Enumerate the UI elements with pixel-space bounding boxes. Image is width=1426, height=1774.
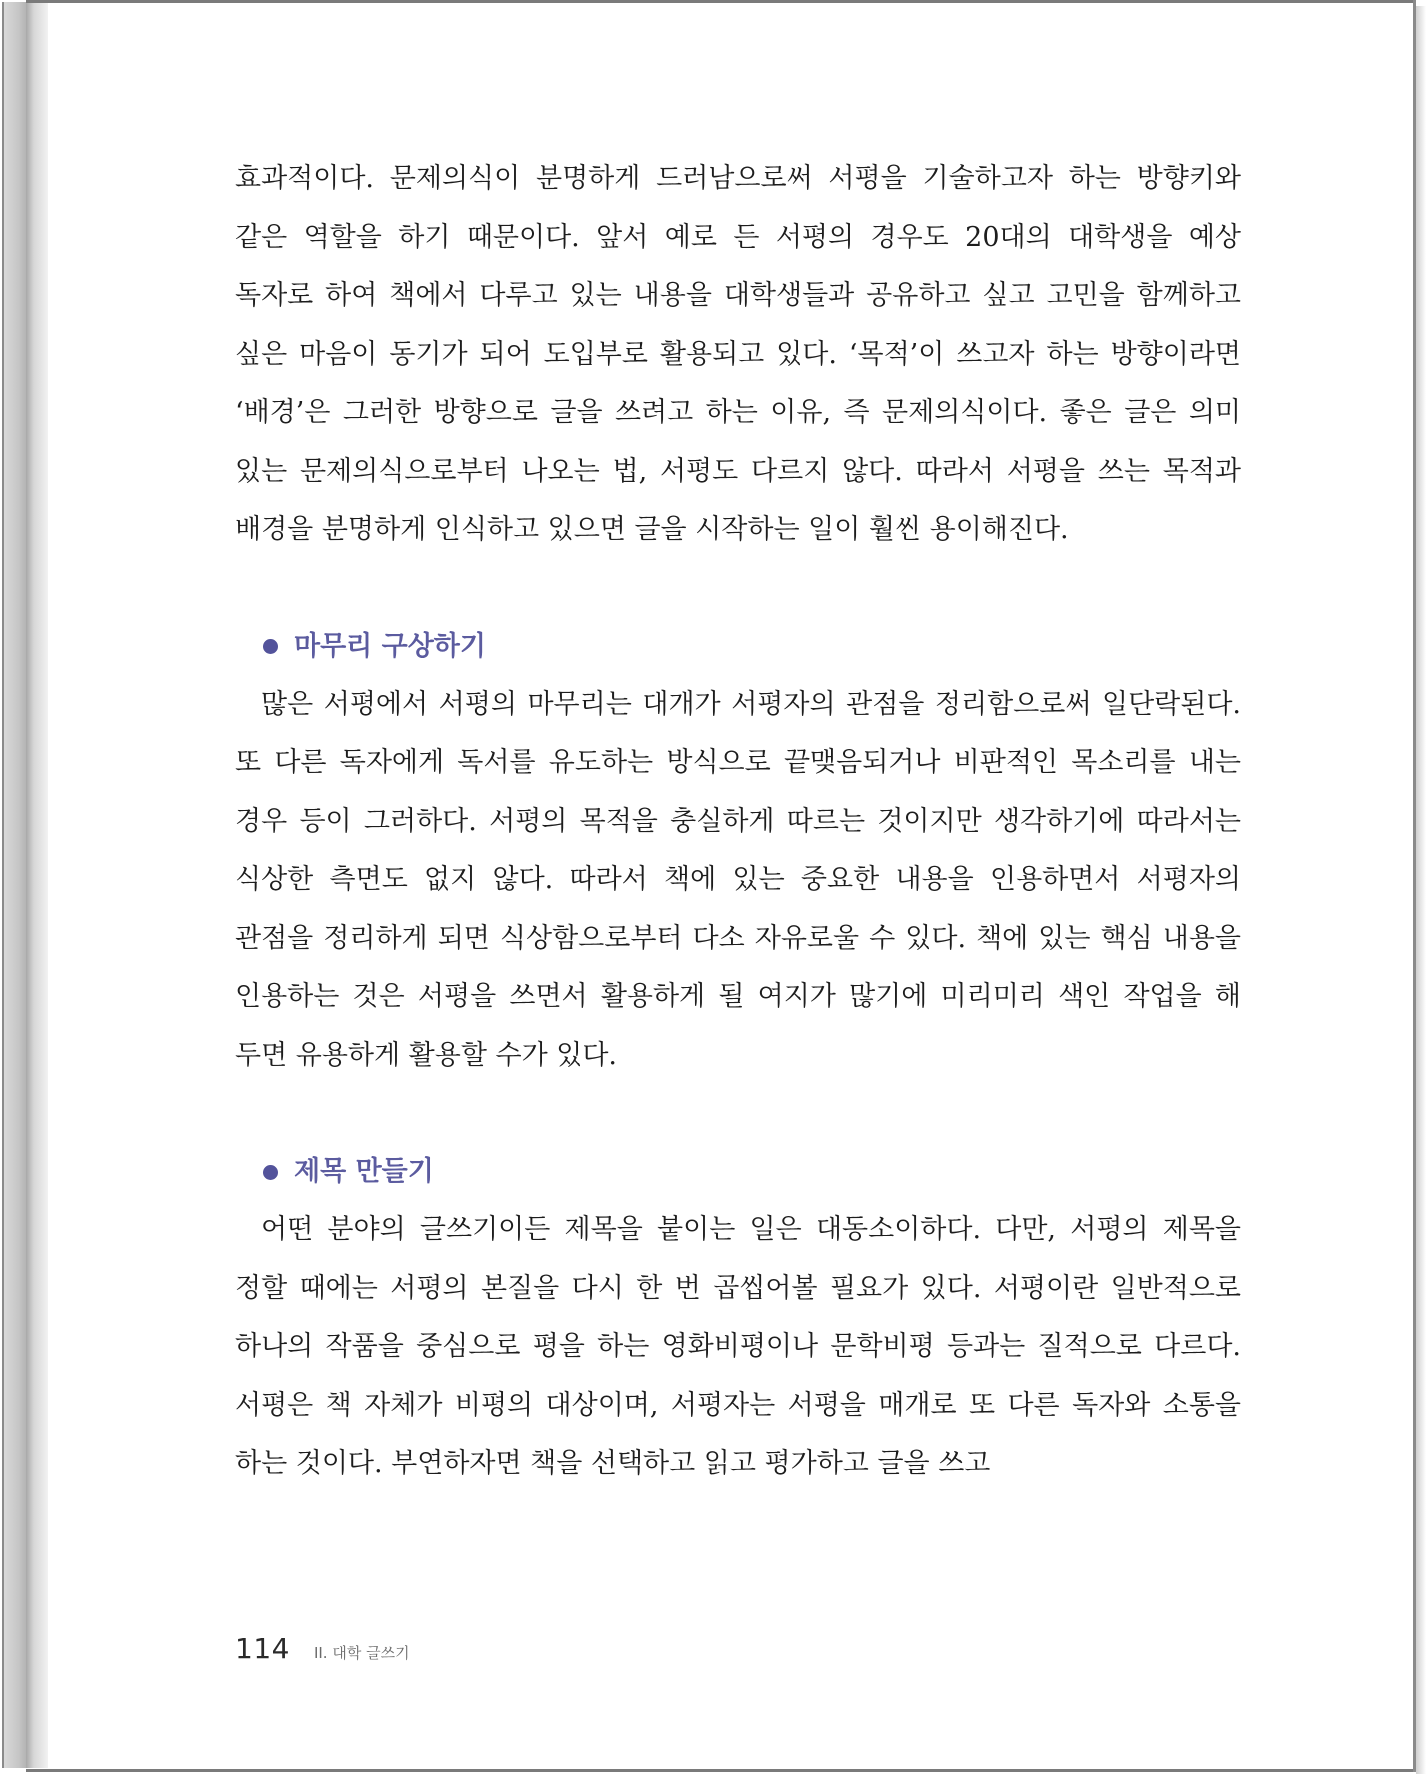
page-body — [235, 150, 1241, 1494]
section-spacer — [235, 560, 1241, 618]
page-number: 114 — [235, 1632, 290, 1665]
section-paragraph-title: 어떤 분야의 글쓰기이든 제목을 붙이는 일은 대동소이하다. 다만, 서평의 제목을 정할 때에는 서평의 본질을 다시 한 번 곱씹어볼 필요가 있다. 서평이란 일반적으로 하나의 작품을 중심으로 평을 하는 영화비평이나 문학비평 등과는 질적으로 다르다. 서평은 책 자체가 비평의 대상이며, 서평자는 서평을 매개로 또 다른 독자와 소통을 하는 것이다. 부연하자면 책을 선택하고 읽고 평가하고 글을 쓰고 — [235, 1214, 1241, 1479]
bullet-icon — [263, 1165, 278, 1180]
page-shadow — [1416, 6, 1426, 1774]
running-head: II. 대학 글쓰기 — [313, 1644, 410, 1662]
spine-shading — [26, 2, 48, 1768]
page-edge-shading — [2, 2, 28, 1768]
section-heading-title — [235, 1143, 1241, 1201]
page-border-top — [26, 0, 1414, 3]
section-heading-label: 제목 만들기 — [294, 1156, 434, 1187]
section-heading-conclusion — [235, 618, 1241, 676]
section-paragraph-conclusion: 많은 서평에서 서평의 마무리는 대개가 서평자의 관점을 정리함으로써 일단락된다. 또 다른 독자에게 독서를 유도하는 방식으로 끝맺음되거나 비판적인 목소리를 내는 경우 등이 그러하다. 서평의 목적을 충실하게 따르는 것이지만 생각하기에 따라서는 식상한 측면도 없지 않다. 따라서 책에 있는 중요한 내용을 인용하면서 서평자의 관점을 정리하게 되면 식상함으로부터 다소 자유로울 수 있다. 책에 있는 핵심 내용을 인용하는 것은 서평을 쓰면서 활용하게 될 여지가 많기에 미리미리 색인 작업을 해 두면 유용하게 활용할 수가 있다. — [235, 688, 1241, 1071]
section-spacer — [235, 1085, 1241, 1143]
bullet-icon — [263, 639, 278, 654]
page-border-bottom — [26, 1769, 1414, 1772]
intro-paragraph: 효과적이다. 문제의식이 분명하게 드러남으로써 서평을 기술하고자 하는 방향키와 같은 역할을 하기 때문이다. 앞서 예로 든 서평의 경우도 20대의 대학생을 예상 독자로 하여 책에서 다루고 있는 내용을 대학생들과 공유하고 싶고 고민을 함께하고 싶은 마음이 동기가 되어 도입부로 활용되고 있다. ‘목적’이 쓰고자 하는 방향이라면 ‘배경’은 그러한 방향으로 글을 쓰려고 하는 이유, 즉 문제의식이다. 좋은 글은 의미 있는 문제의식으로부터 나오는 법, 서평도 다르지 않다. 따라서 서평을 쓰는 목적과 배경을 분명하게 인식하고 있으면 글을 시작하는 일이 훨씬 용이해진다. — [235, 163, 1241, 545]
section-heading-label: 마무리 구상하기 — [294, 630, 486, 662]
page-footer — [235, 1632, 410, 1665]
